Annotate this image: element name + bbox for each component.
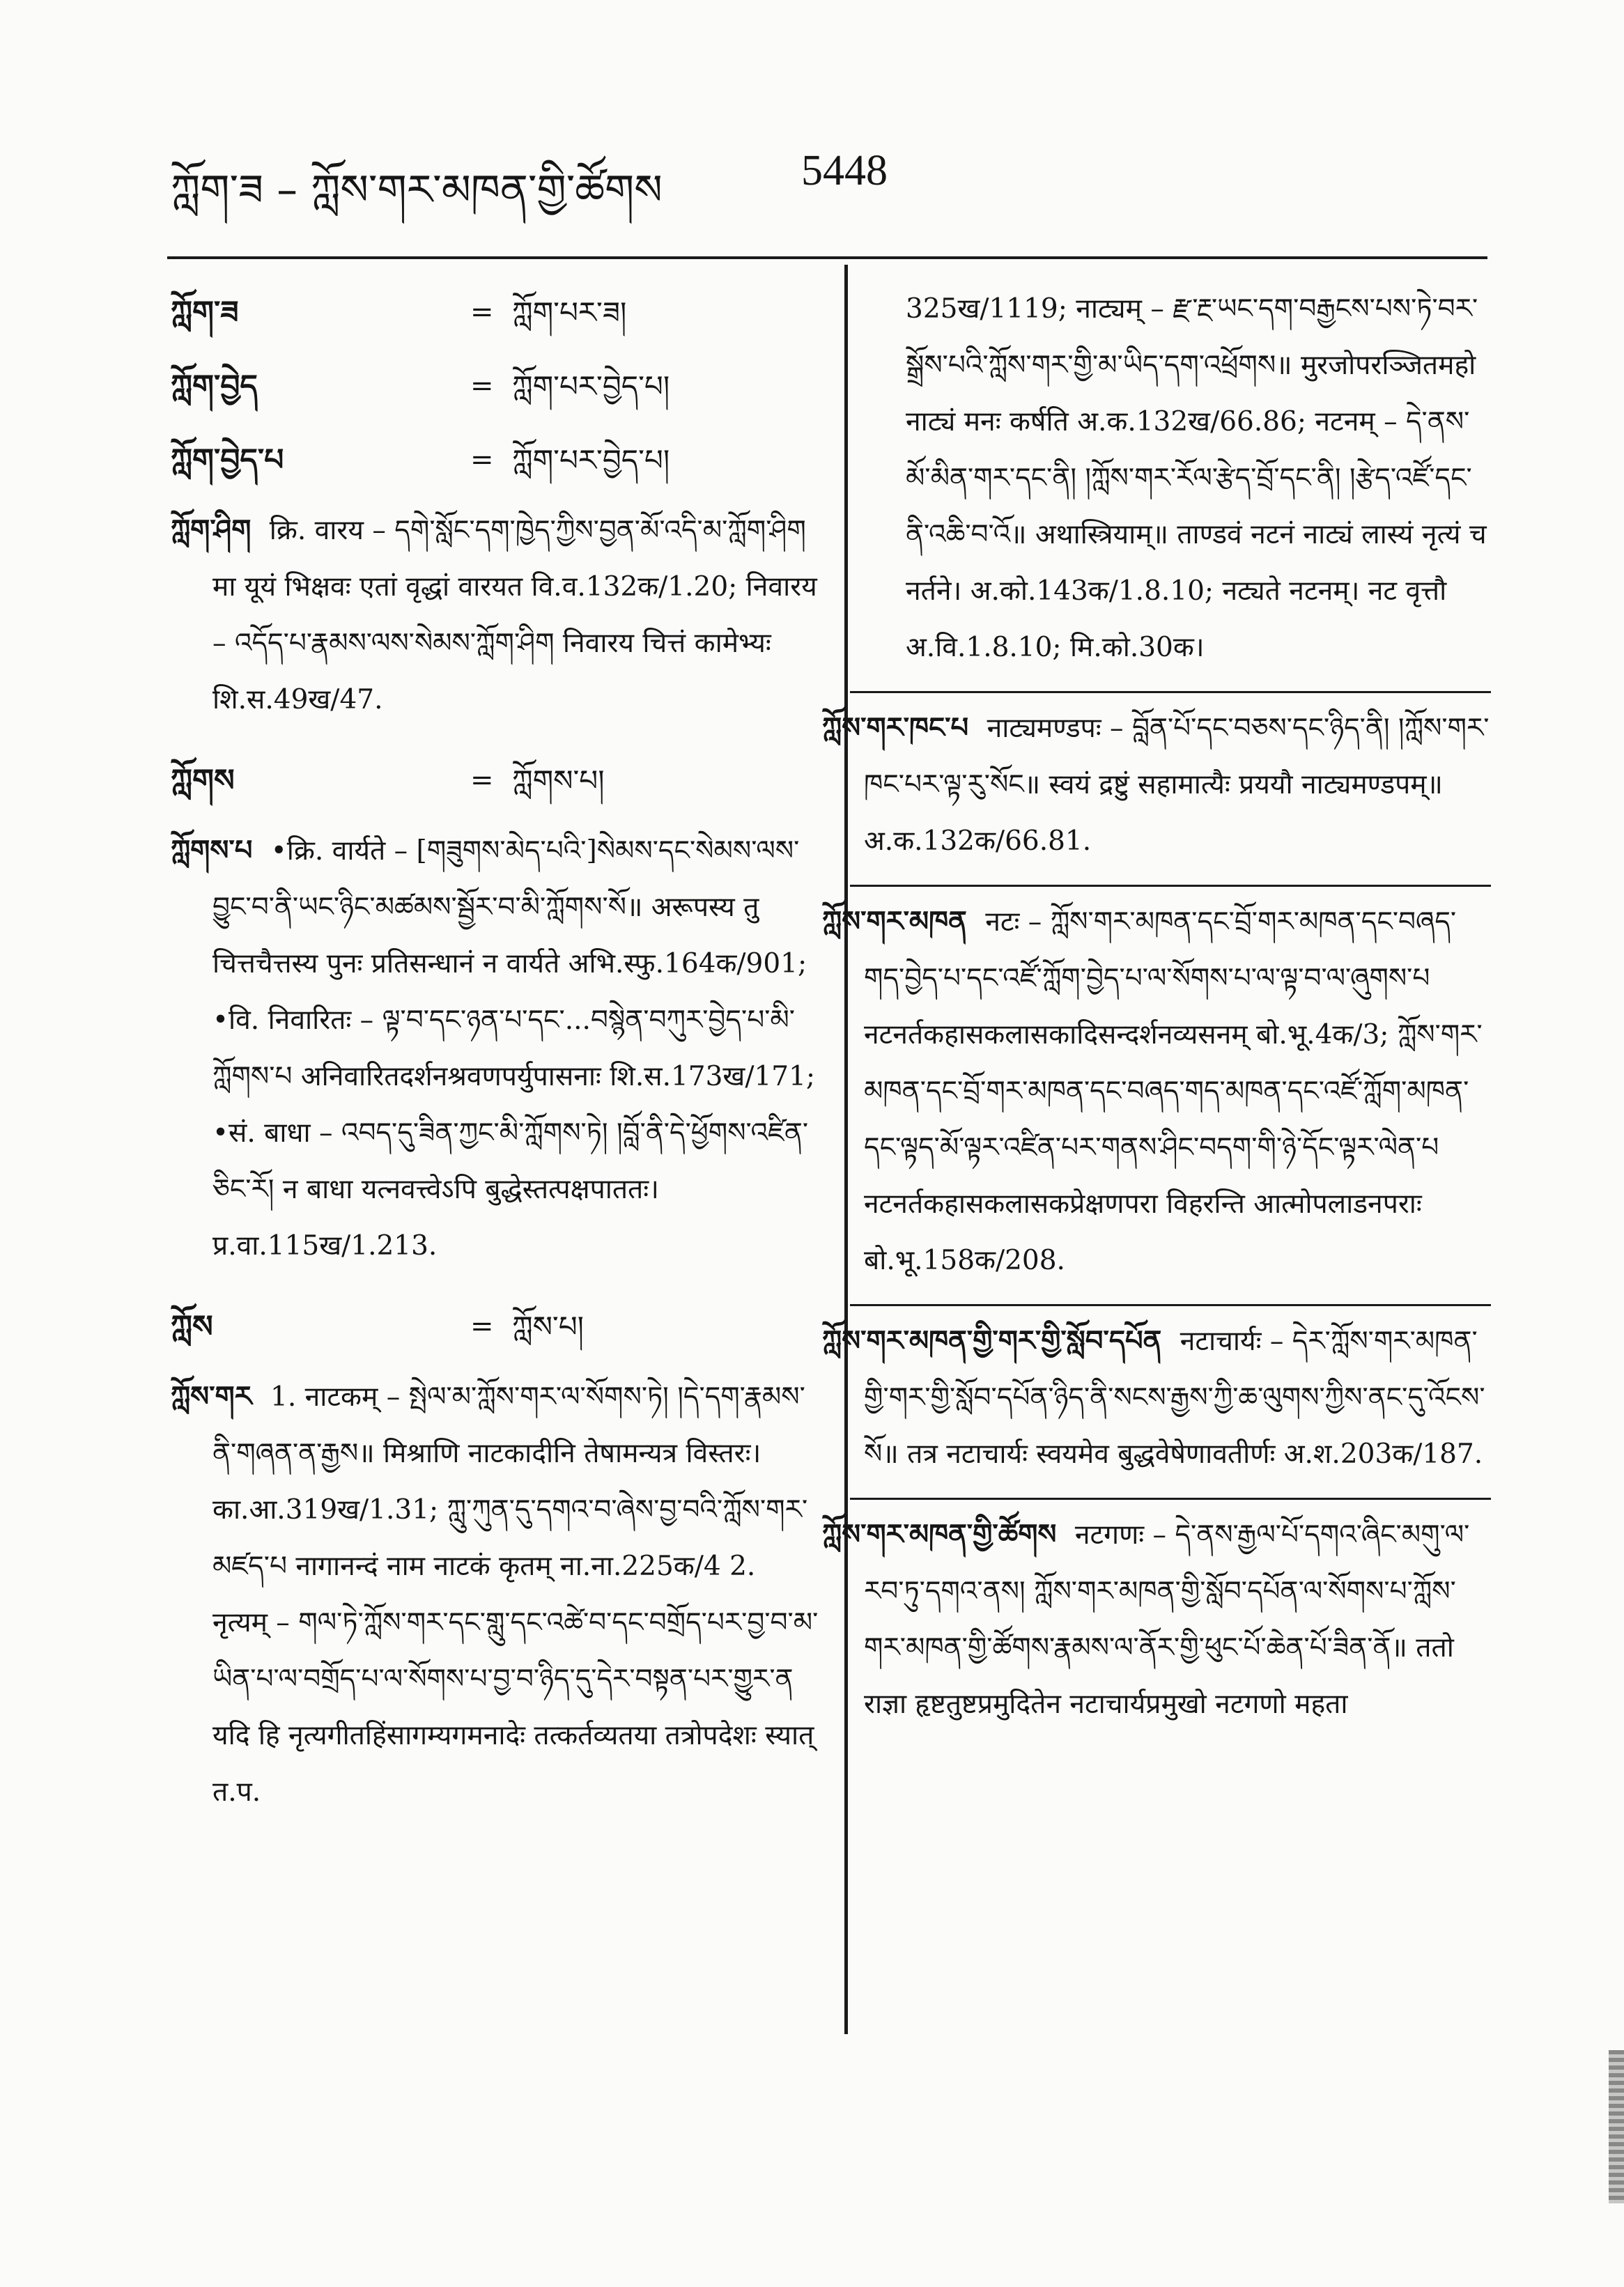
xref-target: ཀློས་པ། bbox=[512, 1309, 584, 1344]
entry-body: नटः – ཀློས་གར་མཁན་དང་བྲོ་གར་མཁན་དང་བཞད་གད་བྱེད་པ་དང་འཛོ་ཀློག་བྱེད་པ་ལ་སོགས་པ་ལ་ལྟ་བ་ལ་ཞུགས་པ नटनर्तकहासकलासकादिसन्दर्शनव्यसनम् बो.भू.4क/3; ཀློས་གར་མཁན་དང་བྲོ་གར་མཁན་དང་བཞད་གད་མཁན་དང་འཛོ་ཀློག་མཁན་དང་ལྟད་མོ་ལྟར་འཛིན་པར་གནས་ཤིང་བདག་གི་ཉེ་དོང་ལྟར་ལེན་པ नटनर्तकहासकलासकप्रेक्षणपरा विहरन्ति आत्मोपलाडनपराः बो.भू.158क/208. bbox=[864, 906, 1483, 1276]
running-header-title: ཀློག་ཟ – ཀློས་གར་མཁན་གྱི་ཚོགས bbox=[171, 166, 663, 215]
entry-body: नटगणः – དེ་ནས་རྒྱལ་པོ་དགའ་ཞིང་མགུ་ལ་རབ་ཏུ་དགའ་ནས། ཀློས་གར་མཁན་གྱི་སློབ་དཔོན་ལ་སོགས་པ་ཀློས་གར་མཁན་གྱི་ཚོགས་རྣམས་ལ་ནོར་གྱི་ཕུང་པོ་ཆེན་པོ་ཟིན་ནོ॥ ततो राज्ञा हृष्टतुष्टप्रमुदितेन नटाचार्यप्रमुखो नटगणो महता bbox=[864, 1519, 1470, 1720]
equals-sign: = bbox=[470, 443, 494, 476]
entry-headword: ཀློས་གར་ཁང་པ bbox=[822, 712, 969, 744]
entry-headword: ཀློག་ཤིག bbox=[171, 514, 252, 546]
dictionary-entry bbox=[171, 1369, 819, 1820]
page-number: 5448 bbox=[801, 147, 888, 194]
right-column bbox=[822, 275, 1491, 1748]
dictionary-entry bbox=[822, 691, 1491, 869]
xref-target: ཀློག་པར་ཟ། bbox=[512, 295, 627, 330]
xref-headword: ཀློས bbox=[171, 1308, 213, 1344]
xref-target: ཀློགས་པ། bbox=[512, 763, 605, 798]
column-divider bbox=[844, 265, 848, 2034]
dictionary-entry bbox=[822, 1498, 1491, 1732]
equals-sign: = bbox=[470, 295, 494, 328]
xref-target: ཀློག་པར་བྱེད་པ། bbox=[512, 369, 670, 403]
scan-edge-artifact bbox=[1609, 2050, 1624, 2203]
equals-sign: = bbox=[470, 369, 494, 402]
entry-headword: ཀློས་གར་མཁན་གྱི་ཚོགས bbox=[822, 1519, 1057, 1551]
cross-reference bbox=[171, 1289, 819, 1363]
cross-reference bbox=[171, 743, 819, 817]
entry-body: नटाचार्यः – དེར་ཀློས་གར་མཁན་གྱི་གར་གྱི་སློབ་དཔོན་ཉིད་ནི་སངས་རྒྱས་ཀྱི་ཆ་ལུགས་ཀྱིས་ནང་དུ་འོངས་སོ॥ तत्र नटाचार्यः स्वयमेव बुद्धवेषेणावतीर्णः अ.श.203क/187. bbox=[864, 1326, 1485, 1470]
xref-target: ཀློག་པར་བྱེད་པ། bbox=[512, 442, 670, 477]
left-column bbox=[171, 275, 819, 1836]
equals-sign: = bbox=[470, 1310, 494, 1342]
header-rule bbox=[167, 256, 1487, 259]
cross-reference bbox=[171, 349, 819, 423]
entry-body: क्रि. वारय – དགེ་སློང་དག་ཁྱེད་ཀྱིས་བྱན་མོ་འདི་མ་ཀློག་ཤིག मा यूयं भिक्षवः एतां वृद्धां वारयत वि.व.132क/1.20; निवारय – འདོད་པ་རྣམས་ལས་སེམས་ཀློག་ཤིག निवारय चित्तं कामेभ्यः शि.स.49ख/47. bbox=[212, 515, 817, 715]
dictionary-entry bbox=[171, 823, 819, 1274]
entry-continuation bbox=[864, 281, 1491, 676]
cross-reference bbox=[171, 423, 819, 497]
entry-headword: ཀློས་གར bbox=[171, 1381, 252, 1413]
entry-body: नाट्यमण्डपः – བློན་པོ་དང་བཅས་དང་ཉིད་ནི། །ཀློས་གར་ཁང་པར་ལྟ་རུ་སོང॥ स्वयं द्रष्टुं सहामात्यैः प्रययौ नाट्यमण्डपम्॥ अ.क.132क/66.81. bbox=[864, 713, 1490, 857]
xref-headword: ཀློག་བྱེད་པ bbox=[171, 442, 284, 478]
entry-headword: ཀློས་གར་མཁན bbox=[822, 906, 967, 938]
equals-sign: = bbox=[470, 763, 494, 796]
xref-headword: ཀློག་བྱེད bbox=[171, 368, 258, 404]
xref-headword: ཀློག་ཟ bbox=[171, 294, 239, 330]
cross-reference bbox=[171, 275, 819, 349]
xref-headword: ཀློགས bbox=[171, 762, 235, 798]
dictionary-entry bbox=[822, 885, 1491, 1289]
entry-headword: ཀློས་གར་མཁན་གྱི་གར་གྱི་སློབ་དཔོན bbox=[822, 1325, 1162, 1357]
entry-headword: ཀློགས་པ bbox=[171, 835, 253, 867]
entry-body: 325ख/1119; नाट्यम् – རྫ་རྔ་ཡང་དག་བརྒྱངས་པས་ཏེ་བར་སྒྲོས་པའི་ཀློས་གར་གྱི་མ་ཡིད་དག་འཕྲོགས॥ मुरजोपरञ्जितमहो नाट्यं मनः कर्षति अ.क.132ख/66.86; नटनम् – དེ་ནས་མོ་མིན་གར་དང་ནི། །ཀློས་གར་རོལ་རྩེད་བྲོ་དང་ནི། །རྩེད་འཛོ་དང་ནི་འཆི་བ་འོ॥ अथास्त्रियाम्॥ ताण्डवं नटनं नाट्यं लास्यं नृत्यं च नर्तने। अ.को.143क/1.8.10; नट्यते नटनम्। नट वृत्तौ अ.वि.1.8.10; मि.को.30क। bbox=[906, 293, 1487, 663]
entry-body: •क्रि. वार्यते – [གཟུགས་མེད་པའི་]སེམས་དང་སེམས་ལས་བྱུང་བ་ནི་ཡང་ཉིང་མཚམས་སྦྱོར་བ་མི་ཀློགས་སོ॥ अरूपस्य तु चित्तचैत्तस्य पुनः प्रतिसन्धानं न वार्यते अभि.स्फु.164क/901; •वि. निवारितः – ལྟ་བ་དང་ཉན་པ་དང་...བསྙེན་བཀུར་བྱེད་པ་མི་ཀློགས་པ अनिवारितदर्शनश्रवणपर्युपासनाः शि.स.173ख/171; •सं. बाधा – འབད་དུ་ཟིན་ཀྱང་མི་ཀློགས་ཏེ། །བློ་ནི་དེ་ཕྱོགས་འཛིན་ཅིང་རོ། न बाधा यत्नवत्त्वेऽपि बुद्धेस्तत्पक्षपाततः। प्र.वा.115ख/1.213. bbox=[212, 835, 816, 1262]
dictionary-entry bbox=[171, 502, 819, 728]
dictionary-entry bbox=[822, 1304, 1491, 1482]
entry-body: 1. नाटकम् – སྤེལ་མ་ཀློས་གར་ལ་སོགས་ཏེ། །དེ་དག་རྣམས་ནི་གཞན་ན་རྒྱས॥ मिश्राणि नाटकादीनि तेषामन्यत्र विस्तरः। का.आ.319ख/1.31; ཀླུ་ཀུན་དུ་དགའ་བ་ཞེས་བྱ་བའི་ཀློས་གར་མཛད་པ नागानन्दं नाम नाटकं कृतम् ना.ना.225क/4 2. नृत्यम् – གལ་ཏེ་ཀློས་གར་དང་གླུ་དང་འཚེ་བ་དང་བགྲོད་པར་བྱ་བ་མ་ཡིན་པ་ལ་བགྲོད་པ་ལ་སོགས་པ་བྱ་བ་ཉིད་དུ་དེར་བསྟན་པར་གྱུར་ན यदि हि नृत्यगीतहिंसागम्यगमनादेः तत्कर्तव्यतया तत्रोपदेशः स्यात् त.प. bbox=[212, 1381, 819, 1808]
